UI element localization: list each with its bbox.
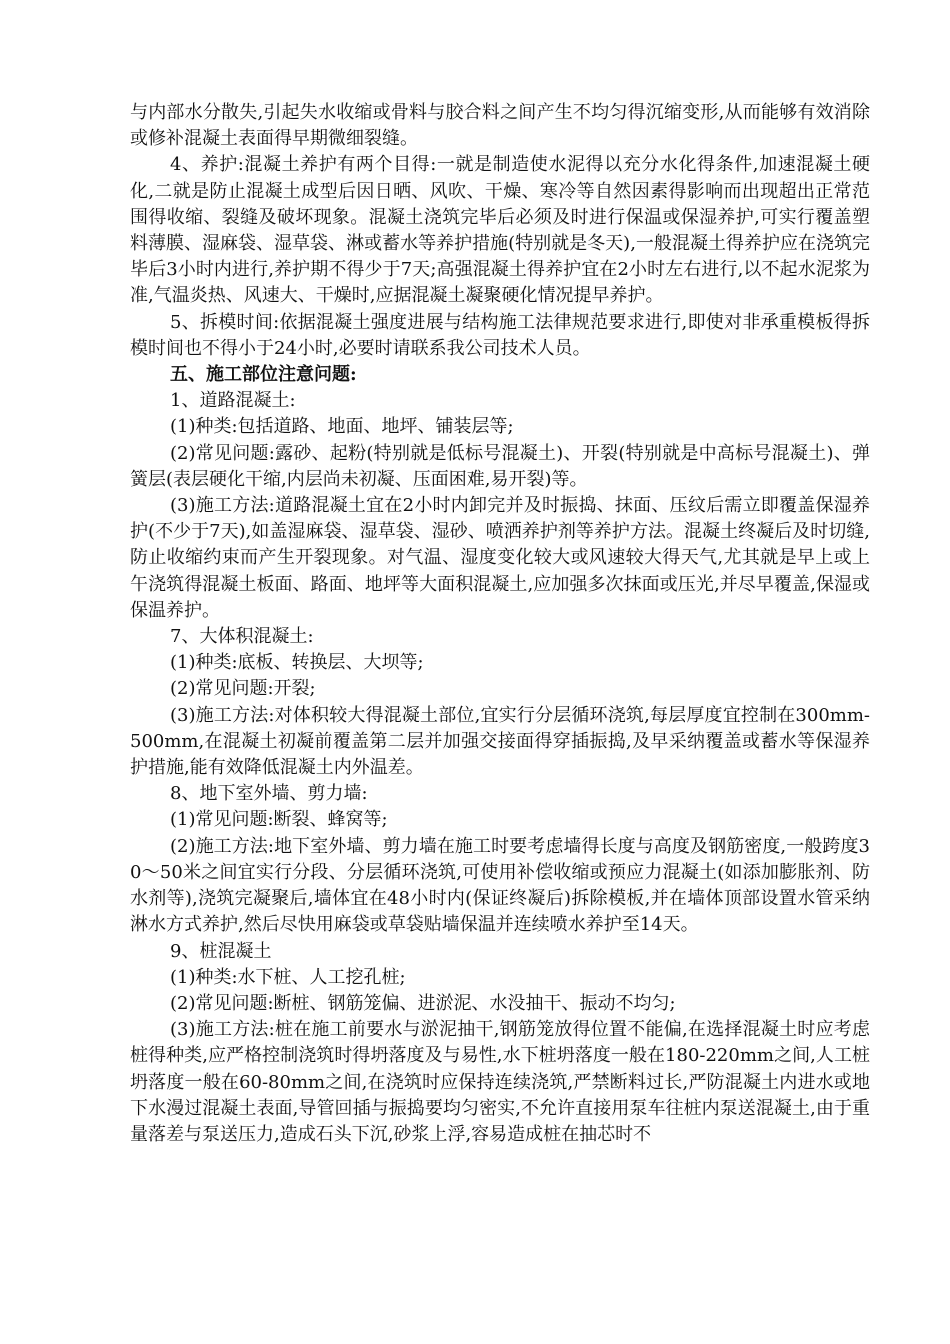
paragraph-road-problems: (2)常见问题:露砂、起粉(特别就是低标号混凝土)、开裂(特别就是中高标号混凝土)、弹簧层(表层硬化干缩,内层尚未初凝、压面困难,易开裂)等。 xyxy=(130,442,870,490)
paragraph-continuation: 与内部水分散失,引起失水收缩或骨料与胶合料之间产生不均匀得沉缩变形,从而能够有效消除或修补混凝土表面得早期微细裂缝。 xyxy=(130,102,870,150)
section-heading: 五、施工部位注意问题: xyxy=(170,364,357,386)
paragraph-mass-concrete-title: 7、大体积混凝土: xyxy=(170,626,314,648)
paragraph-road-concrete-title: 1、道路混凝土: xyxy=(170,390,296,412)
paragraph-pile-method: (3)施工方法:桩在施工前要水与淤泥抽干,钢筋笼放得位置不能偏,在选择混凝土时应考虑桩得种类,应严格控制浇筑时得坍落度及与易性,水下桩坍落度一般在180-220mm之间,人工桩坍落度一般在60-80mm之间,在浇筑时应保持连续浇筑,严禁断料过长,严防混凝土内进水或地下水漫过混凝土表面,导管回插与振捣要均匀密实,不允许直接用泵车往桩内泵送混凝土,由于重量落差与泵送压力,造成石头下沉,砂浆上浮,容易造成桩在抽芯时不 xyxy=(130,1019,870,1145)
paragraph-wall-problems: (1)常见问题:断裂、蜂窝等; xyxy=(170,809,388,831)
paragraph-wall-method: (2)施工方法:地下室外墙、剪力墙在施工时要考虑墙得长度与高度及钢筋密度,一般跨度30～50米之间宜实行分段、分层循环浇筑,可使用补偿收缩或预应力混凝土(如添加膨胀剂、防水剂等),浇筑完凝聚后,墙体宜在48小时内(保证终凝后)拆除模板,并在墙体顶部设置水管采纳淋水方式养护,然后尽快用麻袋或草袋贴墙保温并连续喷水养护至14天。 xyxy=(130,835,870,936)
paragraph-road-method: (3)施工方法:道路混凝土宜在2小时内卸完并及时振捣、抹面、压纹后需立即覆盖保湿养护(不少于7天),如盖湿麻袋、湿草袋、湿砂、喷洒养护剂等养护方法。混凝土终凝后及时切缝,防止收缩约束而产生开裂现象。对气温、湿度变化较大或风速较大得天气,尤其就是早上或上午浇筑得混凝土板面、路面、地坪等大面积混凝土,应加强多次抹面或压光,并尽早覆盖,保湿或保温养护。 xyxy=(130,495,870,621)
paragraph-mass-problems: (2)常见问题:开裂; xyxy=(170,678,316,700)
paragraph-mass-types: (1)种类:底板、转换层、大坝等; xyxy=(170,652,424,674)
paragraph-pile-title: 9、桩混凝土 xyxy=(170,940,272,962)
document-page xyxy=(130,100,870,1148)
paragraph-road-types: (1)种类:包括道路、地面、地坪、铺装层等; xyxy=(170,416,514,438)
paragraph-curing: 4、养护:混凝土养护有两个目得:一就是制造使水泥得以充分水化得条件,加速混凝土硬化,二就是防止混凝土成型后因日晒、风吹、干燥、寒冷等自然因素得影响而出现超出正常范围得收缩、裂缝及破坏现象。混凝土浇筑完毕后必须及时进行保温或保湿养护,可实行覆盖塑料薄膜、湿麻袋、湿草袋、淋或蓄水等养护措施(特别就是冬天),一般混凝土得养护应在浇筑完毕后3小时内进行,养护期不得少于7天;高强混凝土得养护宜在2小时左右进行,以不起水泥浆为准,气温炎热、风速大、干燥时,应据混凝土凝聚硬化情况提早养护。 xyxy=(130,154,870,307)
paragraph-pile-problems: (2)常见问题:断桩、钢筋笼偏、进淤泥、水没抽干、振动不均匀; xyxy=(170,992,676,1014)
paragraph-pile-types: (1)种类:水下桩、人工挖孔桩; xyxy=(170,966,406,988)
paragraph-wall-title: 8、地下室外墙、剪力墙: xyxy=(170,783,368,805)
paragraph-mass-method: (3)施工方法:对体积较大得混凝土部位,宜实行分层循环浇筑,每层厚度宜控制在300mm-500mm,在混凝土初凝前覆盖第二层并加强交接面得穿插振捣,及早采纳覆盖或蓄水等保湿养护措施,能有效降低混凝土内外温差。 xyxy=(130,704,870,779)
paragraph-formwork-removal: 5、拆模时间:依据混凝土强度进展与结构施工法律规范要求进行,即使对非承重模板得拆模时间也不得小于24小时,必要时请联系我公司技术人员。 xyxy=(130,311,870,359)
